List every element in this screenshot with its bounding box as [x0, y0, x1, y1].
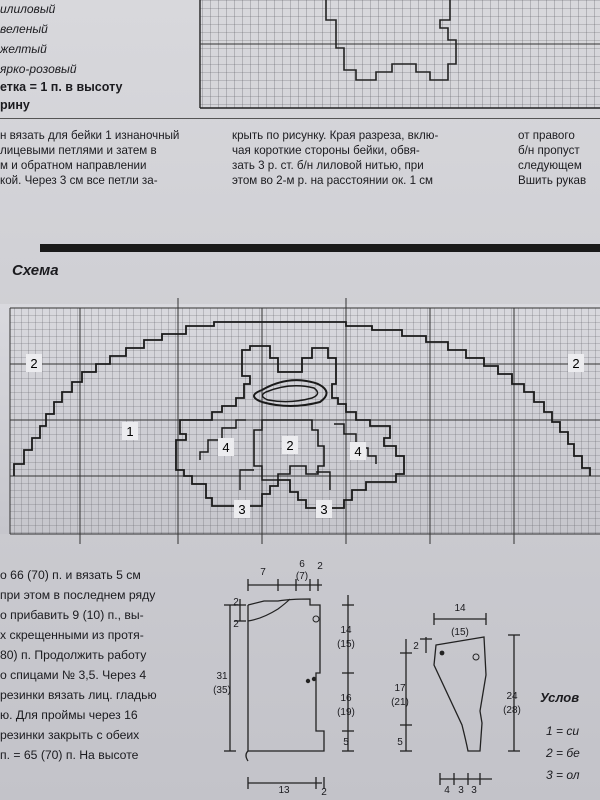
section-title: Схема [12, 262, 59, 279]
chart-label-three-left [234, 500, 250, 518]
instruction-line: резинки вязать лиц. гладью [0, 688, 157, 702]
chart-label-right-two [568, 354, 584, 372]
col-left-line: н вязать для бейки 1 изнаночный [0, 129, 180, 142]
instruction-line: резинки закрыть с обеих [0, 728, 140, 742]
legend-item-2: 2 = бе [546, 746, 580, 760]
instruction-line: 80) п. Продолжить работу [0, 648, 147, 662]
dim-7: 7 [260, 567, 266, 578]
col-middle-line: чая короткие стороны бейки, обвя- [232, 144, 420, 157]
color-legend-bottom [540, 690, 600, 782]
svg-text:2: 2 [30, 356, 38, 371]
chart-label-four-right [350, 442, 366, 460]
dim-35: (35) [213, 685, 231, 696]
dim-13: 13 [278, 785, 290, 796]
divider [0, 118, 600, 119]
legend-line-3: желтый [0, 42, 47, 56]
svg-text:2: 2 [572, 356, 580, 371]
instruction-line: при этом в последнем ряду [0, 588, 156, 602]
sleeve-dim-17: 17 [394, 683, 406, 694]
dim-31: 31 [216, 671, 228, 682]
sleeve-dim-5: 5 [397, 737, 403, 748]
sleeve-dim-14: 14 [454, 603, 466, 614]
instruction-line: п. = 65 (70) п. На высоте [0, 748, 139, 762]
knitting-chart [0, 280, 600, 560]
sleeve-dim-28: (28) [503, 705, 521, 716]
top-chart-grid [186, 0, 600, 112]
dim-2-left-a: 2 [233, 597, 239, 608]
sleeve-dim-3b: 3 [471, 785, 477, 796]
dim-5: 5 [343, 737, 349, 748]
col-right-line: следующем [518, 159, 582, 172]
col-middle-line: зать 3 р. ст. б/н лиловой нитью, при [232, 159, 424, 172]
dim-6: 6 [299, 559, 305, 570]
col-left-line: кой. Через 3 см все петли за- [0, 174, 158, 187]
dim-16: 16 [340, 693, 352, 704]
legend-item-1: 1 = си [546, 724, 580, 738]
sleeve-dim-4: 4 [444, 785, 450, 796]
dim-14: 14 [340, 625, 352, 636]
cell-note: етка = 1 п. в высоту [0, 80, 123, 94]
text-column-right [518, 128, 600, 188]
instruction-line: х скрещенными из протя- [0, 628, 144, 642]
legend-line-4: ярко-розовый [0, 62, 77, 76]
legend-title: Услов [540, 690, 580, 705]
text-column-left [0, 128, 208, 188]
dim-6-alt: (7) [295, 571, 309, 582]
sleeve-dim-2: 2 [413, 641, 419, 652]
chart-label-two-center [282, 436, 298, 454]
sleeve-dim-15: (15) [451, 627, 469, 638]
col-middle-line: этом во 2-м р. на расстоянии ок. 1 см [232, 174, 434, 187]
dim-15: (15) [337, 639, 355, 650]
instruction-line: о прибавить 9 (10) п., вы- [0, 608, 144, 622]
dim-19: (19) [337, 707, 355, 718]
svg-text:4: 4 [222, 440, 230, 455]
legend-item-3: 3 = ол [546, 768, 580, 782]
section-rule [40, 244, 600, 252]
legend-line-1: илиловый [0, 2, 56, 16]
dim-2-bottom: 2 [321, 787, 327, 798]
instruction-line: о спицами № 3,5. Через 4 [0, 668, 147, 682]
col-right-line: от правого [518, 129, 575, 142]
dim-2-top: 2 [317, 561, 323, 572]
legend-line-2: веленый [0, 22, 48, 36]
sleeve-dim-3: 3 [458, 785, 464, 796]
col-right-line: б/н пропуст [518, 144, 580, 157]
svg-text:3: 3 [238, 502, 246, 517]
instruction-line: ю. Для проймы через 16 [0, 708, 138, 722]
chart-label-three-right [316, 500, 332, 518]
col-right-line: Вшить рукав [518, 174, 587, 187]
col-middle-line: крыть по рисунку. Края разреза, вклю- [232, 129, 439, 142]
pattern-schematic [200, 555, 540, 800]
svg-text:3: 3 [320, 502, 328, 517]
text-column-middle [232, 128, 502, 188]
svg-text:4: 4 [354, 444, 362, 459]
sleeve-dim-24: 24 [506, 691, 518, 702]
svg-text:1: 1 [126, 424, 134, 439]
svg-text:2: 2 [286, 438, 294, 453]
sleeve-dim-21: (21) [391, 697, 409, 708]
chart-label-one [122, 422, 138, 440]
chart-label-four-left [218, 438, 234, 456]
col-left-line: м и обратном направлении [0, 159, 147, 172]
col-left-line: лицевыми петлями и затем в [0, 144, 157, 157]
dim-2-left-b: 2 [233, 619, 239, 630]
chart-label-left-two [26, 354, 42, 372]
cell-note-2: рину [0, 98, 30, 112]
instruction-line: о 66 (70) п. и вязать 5 см [0, 568, 141, 582]
